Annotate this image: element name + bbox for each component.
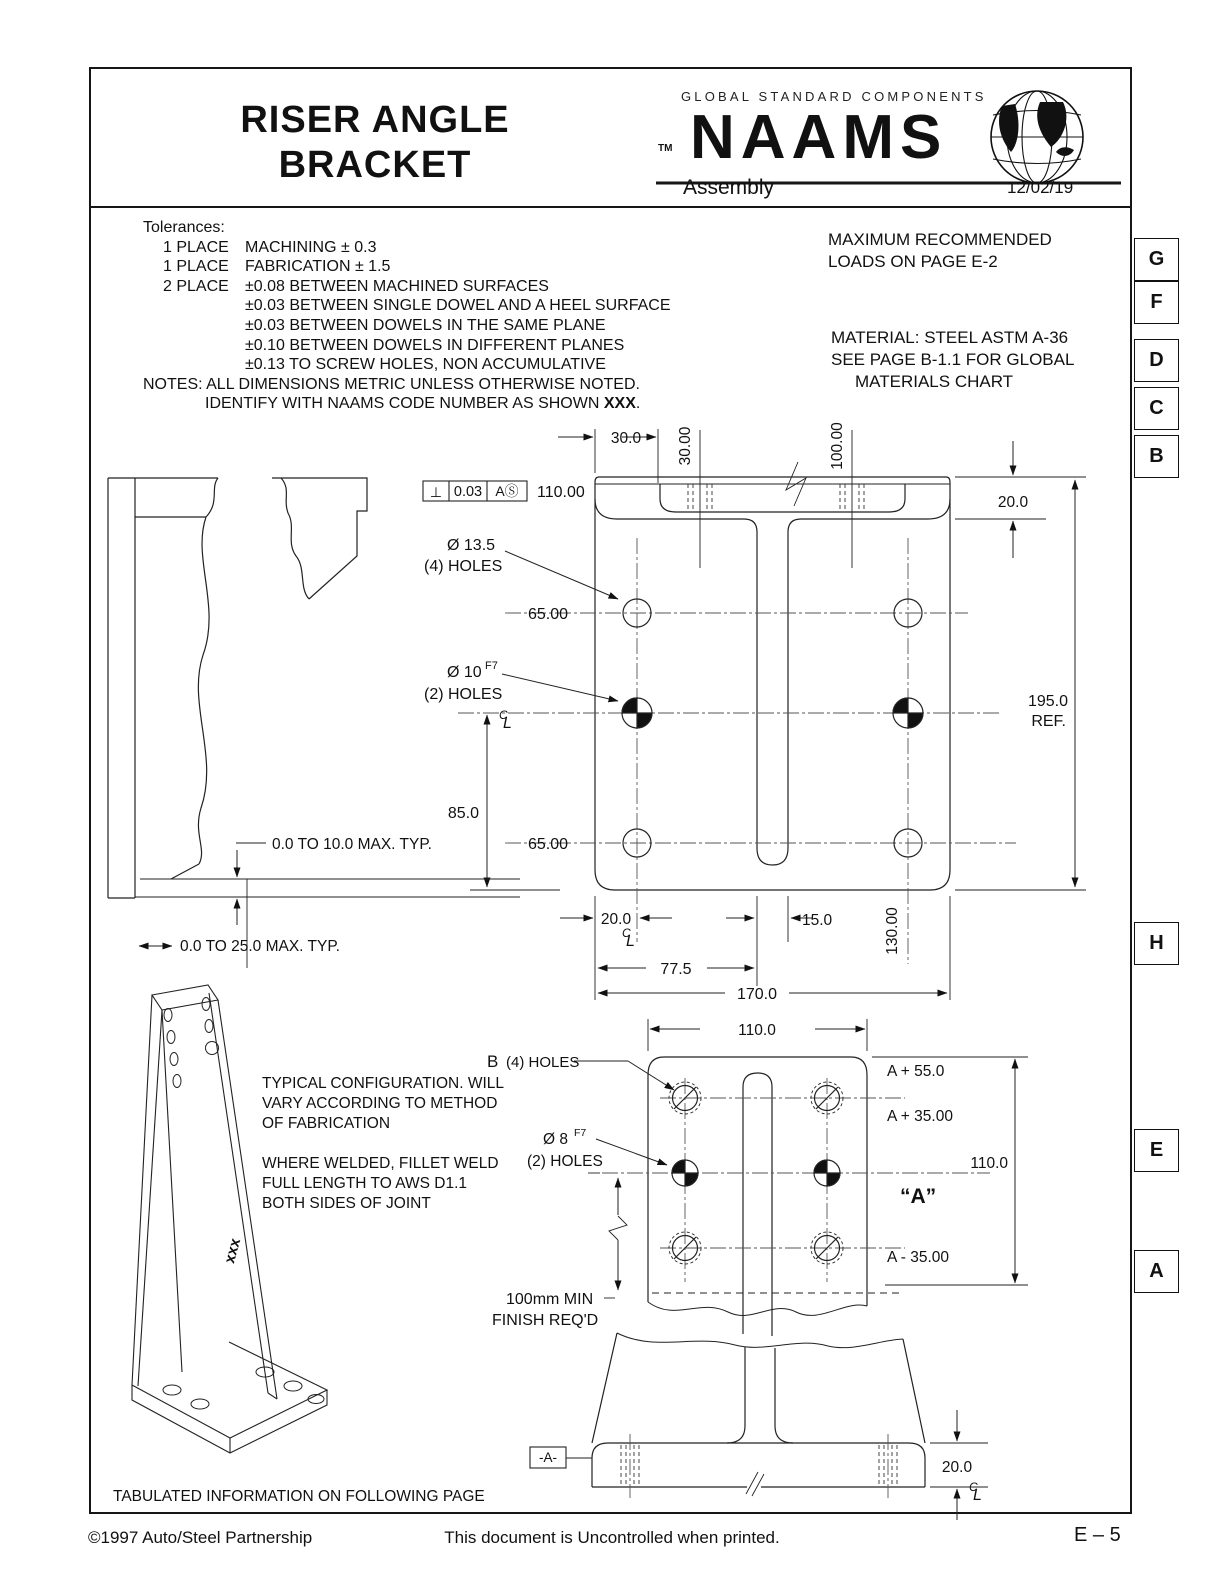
centerline-symbol: C [499, 708, 508, 722]
dim-65-bottom: 65.00 [528, 836, 569, 853]
bottom-elevation-view [530, 1333, 988, 1520]
dim-30: 30.0 [610, 430, 642, 447]
grid-letter-b: B [1134, 435, 1179, 478]
centerline-symbol: C [622, 926, 631, 940]
fcf-perpendicularity-icon: ⊥ [429, 484, 443, 500]
dowel8-dia-label: Ø 8 [543, 1131, 568, 1148]
grid-letter-e: E [1134, 1129, 1179, 1172]
dim-15: 15.0 [802, 912, 833, 929]
dim-20-base: 20.0 [941, 1459, 973, 1476]
grid-letter-a: A [1134, 1250, 1179, 1293]
dim-20-top: 20.0 [997, 494, 1029, 511]
a-minus-35-label: A - 35.00 [887, 1249, 950, 1266]
dim-20-bottom: 20.0 [600, 911, 632, 928]
dim-30-vert: 30.00 [677, 426, 694, 466]
dim-195-ref: REF. [1031, 713, 1066, 730]
weld-note: WHERE WELDED, FILLET WELD FULL LENGTH TO AWS D1.1 BOTH SIDES OF JOINT [262, 1155, 499, 1212]
tolerance-row: ±0.10 BETWEEN DOWELS IN DIFFERENT PLANES [245, 336, 625, 354]
naams-code-bold: XXX [603, 395, 636, 413]
gap-note: 0.0 TO 10.0 MAX. TYP. [272, 836, 432, 853]
tolerances-block [143, 218, 671, 414]
tolerance-row: ±0.13 TO SCREW HOLES, NON ACCUMULATIVE [245, 356, 606, 374]
isometric-view [132, 985, 327, 1453]
centerline-symbol: L [626, 933, 635, 950]
a-plus-35-label: A + 35.00 [887, 1108, 953, 1125]
finish-note-2: FINISH REQ'D [492, 1312, 599, 1329]
grid-letter-c: C [1134, 387, 1179, 430]
face-view [487, 1019, 1028, 1336]
dowel8-qty-label: (2) HOLES [527, 1153, 603, 1170]
grid-letter-f: F [1134, 281, 1179, 324]
tolerance-row: ±0.03 BETWEEN SINGLE DOWEL AND A HEEL SURFACE [245, 297, 671, 315]
dim-110-top: 110.0 [738, 1022, 776, 1039]
global-standard-label: GLOBAL STANDARD COMPONENTS [681, 89, 987, 104]
globe-logo-icon [991, 91, 1083, 183]
dim-77-5: 77.5 [660, 961, 692, 978]
header-date: 12/02/19 [1007, 178, 1074, 197]
config-note: TYPICAL CONFIGURATION. WILL VARY ACCORDING TO METHOD OF FABRICATION [262, 1075, 504, 1132]
footer-page-number: E – 5 [1074, 1524, 1121, 1546]
dowel-qty-label: (2) HOLES [424, 686, 503, 703]
dowel8-fit-label: F7 [574, 1127, 587, 1139]
a-plus-55-label: A + 55.0 [887, 1063, 945, 1080]
hole-dia-label: Ø 13.5 [447, 537, 496, 554]
centerline-symbol: L [973, 1487, 982, 1504]
loads-note: MAXIMUM RECOMMENDED LOADS ON PAGE E-2 [828, 230, 1052, 271]
datum-a-label: -A- [539, 1450, 557, 1465]
dowel-fit-label: F7 [485, 660, 498, 672]
header-subtitle: Assembly [683, 176, 775, 199]
dim-130-vert: 130.00 [884, 907, 901, 955]
footer-uncontrolled: This document is Uncontrolled when printed. [444, 1528, 780, 1547]
naams-code-placeholder: xxx [221, 1236, 245, 1266]
tolerances-heading: Tolerances: [143, 219, 225, 236]
dim-110-right: 110.0 [970, 1155, 1008, 1172]
grid-letter-g: G [1134, 238, 1179, 281]
notes-line-2: IDENTIFY WITH NAAMS CODE NUMBER AS SHOWN XXX. [205, 395, 641, 413]
tolerance-row: 1 PLACE MACHINING ± 0.3 [163, 238, 377, 256]
b-holes-label: B [487, 1052, 499, 1071]
tolerance-row: ±0.03 BETWEEN DOWELS IN THE SAME PLANE [245, 316, 606, 334]
dim-195: 195.0 [1027, 693, 1068, 710]
dim-100-vert: 100.00 [829, 422, 846, 470]
page-title-line2: BRACKET [278, 144, 472, 186]
grid-letter-h: H [1134, 922, 1179, 965]
page-title-line1: RISER ANGLE [240, 99, 510, 141]
plan-view [423, 422, 1086, 1003]
trademark-label: TM [658, 143, 673, 154]
datum-a-quoted: “A” [900, 1185, 937, 1208]
b-holes-qty: (4) HOLES [506, 1054, 580, 1071]
notes-line-1: NOTES: ALL DIMENSIONS METRIC UNLESS OTHERWISE NOTED. [143, 375, 640, 393]
dim-170: 170.0 [736, 986, 778, 1003]
grid-letter-d: D [1134, 339, 1179, 382]
brand-logo-text: NAAMS [690, 103, 948, 172]
dim-110: 110.00 [537, 484, 585, 501]
fcf-tolerance: 0.03 [453, 484, 483, 500]
centerline-symbol: C [969, 1480, 978, 1494]
tolerance-row: 1 PLACE FABRICATION ± 1.5 [163, 258, 391, 276]
finish-note-1: 100mm MIN [506, 1291, 594, 1308]
dim-85: 85.0 [447, 805, 479, 822]
centerline-symbol: L [503, 715, 512, 732]
footer-copyright: ©1997 Auto/Steel Partnership [88, 1528, 313, 1547]
offset-note: 0.0 TO 25.0 MAX. TYP. [180, 938, 340, 955]
fcf-datum: AⓈ [495, 483, 519, 499]
page-title [170, 98, 580, 188]
tabulated-note: TABULATED INFORMATION ON FOLLOWING PAGE [113, 1488, 485, 1505]
material-note: MATERIAL: STEEL ASTM A-36 SEE PAGE B-1.1 FOR GLOBAL MATERIALS CHART [831, 328, 1075, 391]
dim-65-top: 65.00 [528, 606, 569, 623]
tolerance-row: 2 PLACE ±0.08 BETWEEN MACHINED SURFACES [163, 277, 549, 295]
dowel-dia-label: Ø 10 [447, 664, 482, 681]
hole-qty-label: (4) HOLES [424, 558, 503, 575]
